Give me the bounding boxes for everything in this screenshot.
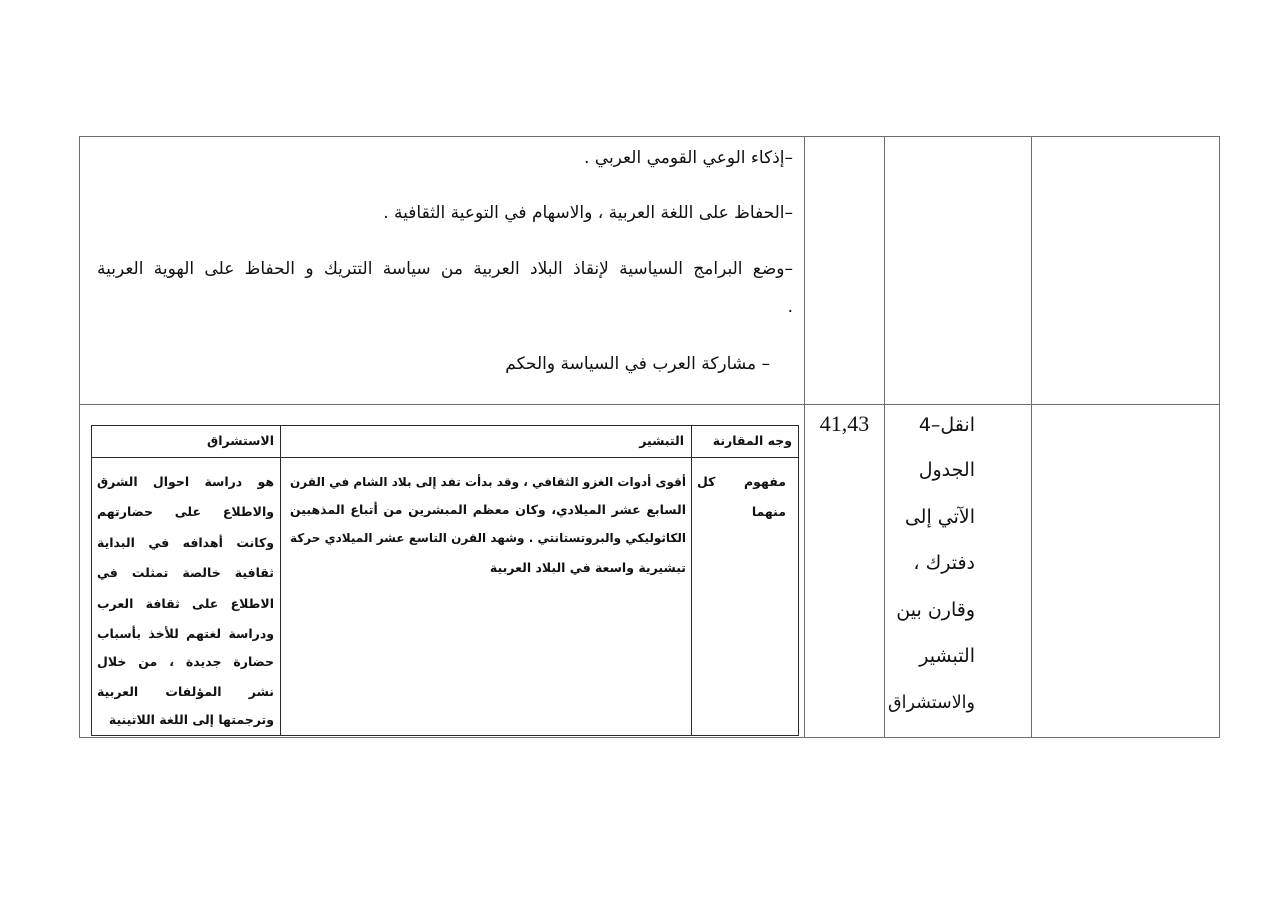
outer-table-column-divider [884, 136, 885, 738]
comparison-table-right-border [798, 425, 799, 736]
istishraq-cell-line: حضارة جديدة ، من خلال [97, 654, 274, 669]
comparison-table-column-divider [691, 425, 692, 736]
goals-list-item: –وضع البرامج السياسية لإنقاذ البلاد العربية من سياسة التتريك و الحفاظ على الهوية العربية [97, 259, 793, 279]
comparison-header-aspect: وجه المقارنة [712, 433, 792, 448]
goals-list-item: –إذكاء الوعي القومي العربي . [583, 148, 793, 168]
comparison-table-top-border [91, 425, 799, 426]
outer-table-right-border [1219, 136, 1220, 738]
comparison-table-header-divider [91, 457, 799, 458]
question-line: دفترك ، [913, 552, 975, 574]
question-line: وقارن بين [896, 599, 975, 621]
outer-table-row-divider [79, 404, 1220, 405]
istishraq-cell-line: وكانت أهدافه في البداية [97, 535, 274, 550]
question-line: الجدول [918, 459, 975, 481]
istishraq-cell-line: وترجمتها إلى اللغة اللاتينية [108, 712, 274, 727]
question-line: الآتي إلى [904, 506, 975, 528]
comparison-table-column-divider [280, 425, 281, 736]
tabshir-cell-line: السابع عشر الميلادي، وكان معظم المبشرين من أتباع المذهبين [290, 502, 686, 517]
aspect-cell-line: منهما [751, 504, 786, 519]
outer-table-left-border [79, 136, 80, 738]
outer-table-bottom-border [79, 737, 1220, 738]
outer-table-column-divider [1031, 136, 1032, 738]
istishraq-cell-line: والاطلاع على حضارتهم [97, 504, 274, 519]
comparison-table-left-border [91, 425, 92, 736]
comparison-header-istishraq: الاستشراق [207, 433, 274, 448]
goals-list-item: – مشاركة العرب في السياسة والحكم [505, 354, 770, 374]
istishraq-cell-line: ثقافية خالصة تمثلت في [97, 565, 274, 580]
outer-table-top-border [79, 136, 1220, 137]
istishraq-cell-line: نشر المؤلفات العربية [97, 684, 274, 699]
comparison-table-bottom-border [91, 735, 799, 736]
page-reference: 41,43 [819, 411, 870, 436]
aspect-cell-line: مفهوم كل [697, 474, 786, 489]
istishraq-cell-line: هو دراسة احوال الشرق [97, 474, 274, 489]
goals-list-item: –الحفاظ على اللغة العربية ، والاسهام في التوعية الثقافية . [383, 203, 793, 223]
question-line: والاستشراق [888, 693, 975, 713]
istishraq-cell-line: ودراسة لغتهم للأخذ بأسباب [97, 626, 274, 641]
istishraq-cell-line: الاطلاع على ثقافة العرب [97, 596, 274, 611]
goals-list-item-continuation: . [787, 297, 793, 317]
comparison-header-tabshir: التبشير [639, 433, 684, 448]
tabshir-cell-line: الكاثوليكي والبروتستانتي . وشهد القرن التاسع عشر الميلادي حركة [290, 531, 686, 545]
tabshir-cell-line: تبشيرية واسعة في البلاد العربية [489, 560, 686, 575]
tabshir-cell-line: أقوى أدوات الغزو الثقافي ، وقد بدأت تفد إلى بلاد الشام في القرن [290, 475, 686, 489]
question-line: 4–انقل [918, 414, 975, 436]
question-line: التبشير [919, 645, 975, 667]
